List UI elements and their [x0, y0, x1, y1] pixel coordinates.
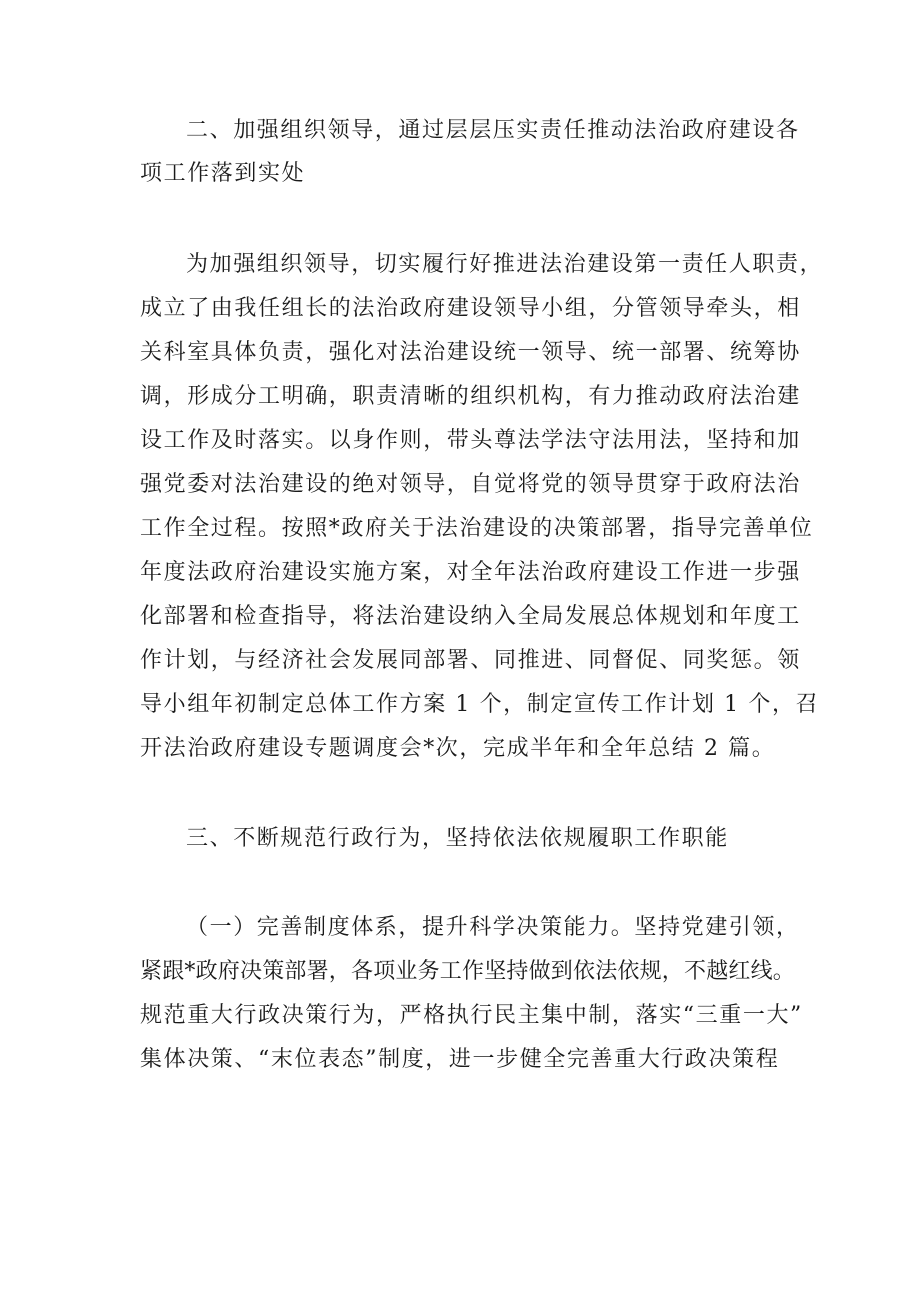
section-2-body-line-7: 工作全过程。按照*政府关于法治建设的决策部署，指导完善单位 [140, 516, 814, 541]
section-3-sub1-line-4: 集体决策、“末位表态”制度，进一步健全完善重大行政决策程 [140, 1047, 780, 1072]
section-2-heading-line-2: 项工作落到实处 [140, 161, 306, 186]
section-3-sub1-line-3: 规范重大行政决策行为，严格执行民主集中制，落实“三重一大” [140, 1003, 803, 1028]
section-2-body-line-8: 年度法政府治建设实施方案，对全年法治政府建设工作进一步强 [140, 560, 801, 585]
section-2-body-line-12: 开法治政府建设专题调度会*次，完成半年和全年总结 2 篇。 [140, 736, 776, 761]
section-3-sub1-line-1: （一）完善制度体系，提升科学决策能力。坚持党建引领， [186, 915, 800, 940]
section-3-sub1-line-2: 紧跟*政府决策部署，各项业务工作坚持做到依法依规，不越红线。 [140, 959, 796, 984]
section-2-body-line-4: 调，形成分工明确，职责清晰的组织机构，有力推动政府法治建 [140, 384, 801, 409]
section-2-body-line-9: 化部署和检查指导，将法治建设纳入全局发展总体规划和年度工 [140, 604, 801, 629]
section-2-body-line-5: 设工作及时落实。以身作则，带头尊法学法守法用法，坚持和加 [140, 428, 801, 453]
section-2-body-line-11: 导小组年初制定总体工作方案 1 个，制定宣传工作计划 1 个，召 [140, 692, 820, 717]
section-3-heading-line-1: 三、不断规范行政行为，坚持依法依规履职工作职能 [186, 826, 729, 851]
section-2-body-line-3: 关科室具体负责，强化对法治建设统一领导、统一部署、统筹协 [140, 340, 801, 365]
section-2-body-line-6: 强党委对法治建设的绝对领导，自觉将党的领导贯穿于政府法治 [140, 472, 801, 497]
section-2-body-line-2: 成立了由我任组长的法治政府建设领导小组，分管领导牵头，相 [140, 296, 801, 321]
section-2-heading-line-1: 二、加强组织领导，通过层层压实责任推动法治政府建设各 [186, 118, 800, 143]
section-2-body-line-10: 作计划，与经济社会发展同部署、同推进、同督促、同奖惩。领 [140, 648, 801, 673]
section-2-body-line-1: 为加强组织领导，切实履行好推进法治建设第一责任人职责， [186, 252, 824, 277]
